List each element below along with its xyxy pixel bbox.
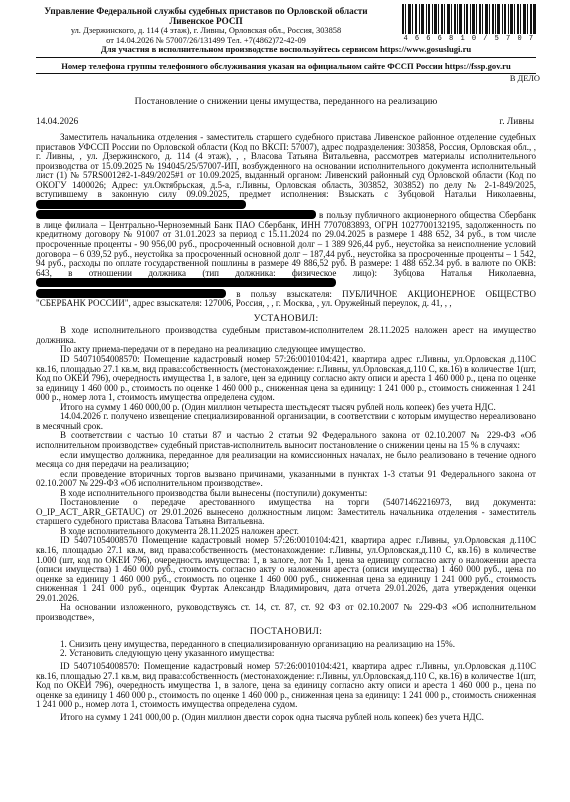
redaction-mark xyxy=(36,289,226,298)
phone-note: Номер телефона группы телефонного обслуживания указан на официальном сайте ФССП России https://fssp.gov.ru xyxy=(61,61,511,71)
redaction-mark xyxy=(36,278,336,287)
paragraph: Итого на сумму 1 241 000,00 р. (Один миллион двести сорок одна тысяча рублей ноль копеек) без учета НДС. xyxy=(60,711,484,722)
paragraph: в пользу взыскателя: ПУБЛИЧНОЕ АКЦИОНЕРНОЕ ОБЩЕСТВО "СБЕРБАНК РОССИИ", адрес взыскателя: 127006, Россия, , , г. Москва, , ул. Оружейный переулок, д. 41, , , xyxy=(36,288,536,309)
paragraph: В ходе исполнительного производства судебным приставом-исполнителем 28.11.2025 наложен арест на имущество должника. xyxy=(36,325,536,345)
paragraph: 14.04.2026 г. получено извещение специализированной организации, в соответствии с которым имущество нереализовано в месячный срок. xyxy=(36,411,536,431)
divider xyxy=(36,73,536,74)
org-address: ул. Дзержинского, д. 114 (4 этаж), г. Ливны, Орловская обл., Россия, 303858 xyxy=(70,26,342,35)
paragraph: 2. Установить следующую цену указанного имущества: xyxy=(60,648,275,659)
barcode-number: 4 6 6 6 8 1 0 / 5 7 0 7 xyxy=(403,35,535,43)
paragraph: Постановление о передаче арестованного имущества на торги (54071462216973, вид документа: O_IP_ACT_ARR_GETAUC) от 29.01.2026 вынесено должностным лицом: Заместитель начальника отделения - заместитель старшего судебного пристава Власова Татьяна Витальевна. xyxy=(36,497,536,527)
paragraph: В ходе исполнительного производства были вынесены (поступили) документы: xyxy=(60,487,368,498)
paragraph: По акту приема-передачи от в передано на реализацию следующее имущество. xyxy=(60,344,366,355)
paragraph: ID 54071054008570: Помещение кадастровый номер 57:26:0010104:421, квартира адрес г.Ливны, ул.Орловская д.110С кв.16, площадью 27.1 кв.м, вид права:собственность (местонахождение: г.Ливны, ул.Орловская,д.110 С, кв.16) в количестве 1(шт, Код по ОКЕИ 796), очередность имущества 1, в залоге, цена за единицу согласно акту описи и ареста 1 460 000 р., цена по оценке за единицу 1 460 000 р., стоимость по оценке 1 460 000 р., сниженная цена за единицу: 1 241 000 р., стоимость сниженная 1 241 000 р., номер лота 1, стоимость имущества определена судом. xyxy=(36,660,536,710)
paragraph: в пользу публичного акционерного общества Сбербанк в лице филиала – Центрально-Черноземный Банк ПАО Сбербанк, ИНН 7707083893, ОГРН 1027700132195, задолженность по кредитному договору № 91007 от 31.01.2023 за период с 15.11.2024 по 29.04.2025 в размере 1 488 652, 34 руб., в том числе просроченные проценты - 90 956,00 руб., просроченный основной долг – 1 389 926,44 руб., неустойка за неисполнение условий договора – 6 039,52 руб., неустойка за просроченный основной долг – 187,44 руб., неустойка за просроченные проценты – 1 542, 94 руб., расходы по оплате государственной пошлины в размере 49 886,52 руб. В размере: 1 488 652.34 руб. в валюте по ОКВ: 643, в отношении должника (тип должника: физическое лицо): Зубцова Наталья Николаевна, xyxy=(36,210,536,288)
paragraph: 1. Снизить цену имущества, переданного в специализированную организацию на реализацию на 15%. xyxy=(60,638,455,649)
document-title: Постановление о снижении цены имущества, переданного на реализацию xyxy=(134,96,438,107)
vdelo-mark: В ДЕЛО xyxy=(509,74,540,83)
section-heading: ПОСТАНОВИЛ: xyxy=(249,626,323,638)
redaction-mark xyxy=(36,210,316,219)
paragraph: ID 54071054008570: Помещение кадастровый номер 57:26:0010104:421, квартира адрес г.Ливны, ул.Орловская д.110С кв.16, площадью 27.1 кв.м, вид права:собственность (местонахождение: г.Ливны, ул.Орловская,д.110 С, кв.16) в количестве 1(шт, Код по ОКЕИ 796), очередность имущества 1, в залоге, цен за единицу согласно акту описи и ареста 1 460 000 р., цена по оценке за единицу 1 460 000 р., стоимость по оценке 1 460 000 р., сниженная цена за единицу: 1 241 000 р., стоимость сниженная 1 241 000 р., номер лота 1, стоимость имущества определена судом. xyxy=(36,354,536,403)
section-heading: УСТАНОВИЛ: xyxy=(253,312,319,324)
document-body xyxy=(36,133,536,722)
redaction-mark xyxy=(36,200,246,209)
dept-name: Ливенское РОСП xyxy=(169,15,243,26)
reg-number: от 14.04.2026 № 57007/26/131499 Тел. +7(4862)72-42-09 xyxy=(106,35,306,45)
document-date: 14.04.2026 xyxy=(36,117,79,127)
gosuslugi-note: Для участия в исполнительном производстве воспользуйтесь сервисом https://www.gosuslugi.ru xyxy=(100,44,472,54)
paragraph: ID 54071054008570 Помещение кадастровый номер 57:26:0010104:421, квартира адрес г.Ливны, ул.Орловская д.110С кв.16, площадью 27.1 кв.м, вид права:собственность (местонахождение: г.Ливны, ул.Орловская,д.110 С, кв.16) в количестве 1.000 (шт, код по ОКЕИ 796), очередность имущества: 1, в залоге, лот № 1, цена за единицу согласно акту о наложении ареста (описи имущества) 1 460 000 руб., стоимость согласно акту о наложении ареста (описи имущества) 1 460 000 руб., цена по оценке за единицу 1 460 000 руб., стоимость по оценке 1 460 000 руб., сниженная цена за единицу 1 241 000 руб., стоимость сниженная 1 241 000 руб., оценщик Фуртак Александр Владимирович, дата отчета 29.01.2026, дата утверждения оценки 29.01.2026. xyxy=(36,535,536,603)
paragraph: если проведение вторичных торгов вызвано причинами, указанными в пунктах 1-3 статьи 91 Федерального закона от 02.10.2007 № 229-ФЗ «Об исполнительном производстве». xyxy=(36,468,536,489)
letterhead xyxy=(36,7,376,45)
paragraph: На основании изложенного, руководствуясь ст. 14, ст. 87, ст. 92 ФЗ от 02.10.2007 № 229-ФЗ «Об исполнительном производстве», xyxy=(36,602,536,622)
paragraph: В соответствии с частью 10 статьи 87 и частью 2 статьи 92 Федерального закона от 02.10.2007 № 229-ФЗ «Об исполнительном производстве» судебный пристав-исполнитель выносит постановление о снижении цены на 15 % в случаях: xyxy=(36,430,536,450)
org-name: Управление Федеральной службы судебных приставов по Орловской области xyxy=(44,6,368,16)
paragraph: Итого на сумму 1 460 000,00 р. (Один миллион четыреста шестьдесят тысяч рублей ноль копеек) без учета НДС. xyxy=(60,401,496,412)
barcode-icon xyxy=(402,4,536,34)
paragraph: В ходе исполнительного документа 28.11.2025 наложен арест. xyxy=(60,525,299,536)
paragraph: если имущество должника, переданное для реализации на комиссионных началах, не было реализовано в течение одного месяца со дня передачи на реализацию; xyxy=(36,449,536,470)
document-city: г. Ливны xyxy=(499,117,534,127)
divider xyxy=(36,57,536,58)
paragraph: Заместитель начальника отделения - заместитель старшего судебного пристава Ливенское районное отделение судебных приставов УФССП России по Орловской области (Код по ВКСП: 57007), адрес подразделения: 303858, Россия, Орловская обл., , г. Ливны, , ул. Дзержинского, д. 114 (4 этаж), , , Власова Татьяна Витальевна, рассмотрев материалы исполнительного производства от 15.09.2025 № 194045/25/57007-ИП, возбужденного на основании исполнительного документа исполнительный лист (1) № 57RS0012#2-1-849/2025#1 от 10.09.2025, выданный органом: Ливенский районный суд Орловской области (Код по ОКОГУ 1400026; Адрес: ул.Октябрьская, д.5-а, г.Ливны, Орловская область, 303852, 303852) по делу № 2-1-849/2025, вступившему в законную силу 09.09.2025, предмет исполнения: Взыскать с Зубцовой Натальи Николаевны, xyxy=(36,133,536,210)
